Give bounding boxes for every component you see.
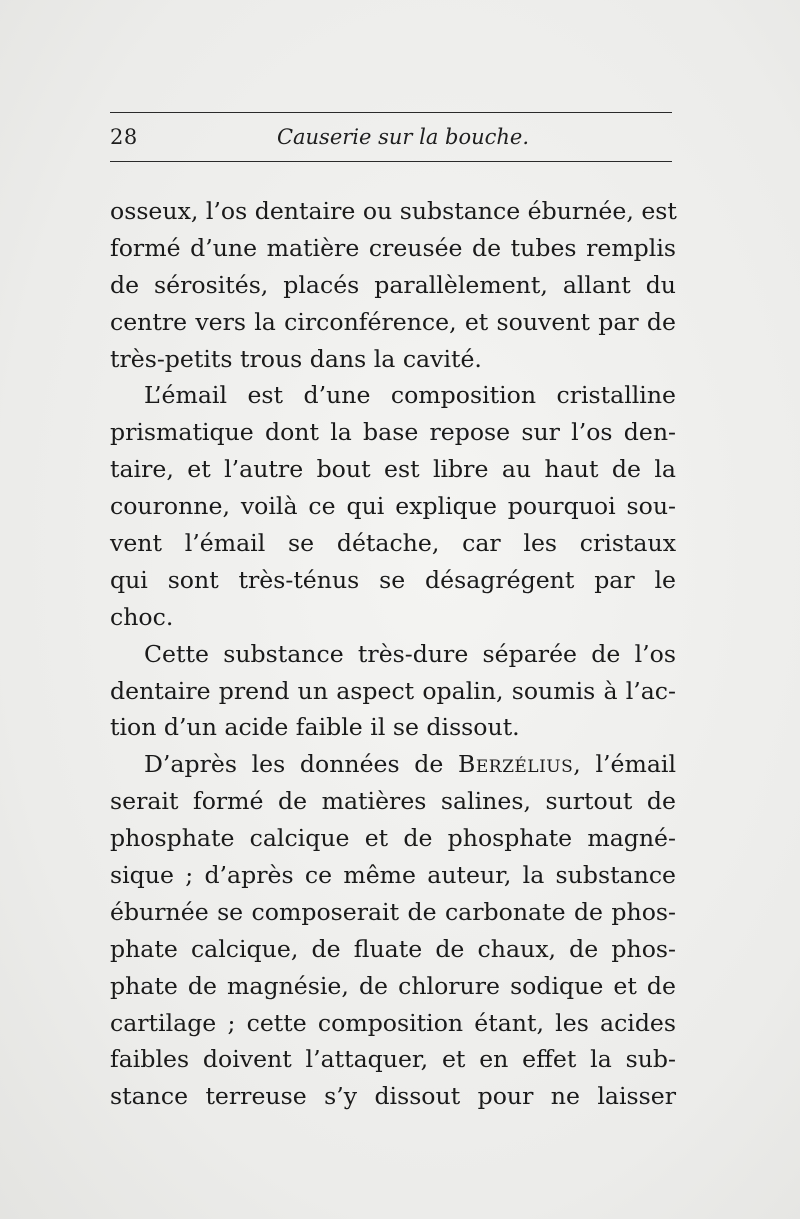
paragraph (110, 636, 676, 747)
page-header (110, 118, 672, 158)
text-line: D’après les données de Berzélius, l’émail (144, 750, 676, 779)
body-text (110, 193, 676, 1115)
text-line: qui sont très-ténus se désagrégent par le (110, 565, 676, 594)
text-line: centre vers la circonférence, et souvent par de (110, 307, 676, 336)
header-rule-top (110, 112, 672, 113)
text-line: choc. (110, 602, 174, 631)
paragraph (110, 746, 676, 1115)
text-line: de sérosités, placés parallèlement, allant du (110, 270, 676, 299)
text-line: très-petits trous dans la cavité. (110, 344, 482, 373)
text-line: osseux, l’os dentaire ou substance éburnée, est (110, 197, 677, 225)
text-line: sique ; d’après ce même auteur, la substance (110, 861, 676, 890)
text-line: phate calcique, de fluate de chaux, de phos- (110, 934, 676, 963)
text-line: éburnée se composerait de carbonate de phos- (110, 897, 676, 926)
text-line: serait formé de matières salines, surtout de (110, 787, 676, 816)
text-line: cartilage ; cette composition étant, les acides (110, 1008, 676, 1037)
text-line: faibles doivent l’attaquer, et en effet la sub- (110, 1045, 676, 1074)
page-number: 28 (110, 125, 138, 149)
text-line: phate de magnésie, de chlorure sodique et de (110, 971, 676, 1000)
text-line: vent l’émail se détache, car les cristaux (110, 529, 676, 558)
paragraph (110, 193, 676, 377)
text-line: couronne, voilà ce qui explique pourquoi sou- (110, 492, 676, 521)
text-line: prismatique dont la base repose sur l’os den- (110, 418, 676, 447)
header-rule-bottom (110, 161, 672, 162)
text-line: taire, et l’autre bout est libre au haut de la (110, 455, 676, 484)
running-title: Causerie sur la bouche. (276, 125, 530, 149)
text-line: dentaire prend un aspect opalin, soumis à l’ac- (110, 676, 676, 705)
author-name: Berzélius (458, 750, 574, 779)
text-line: tion d’un acide faible il se dissout. (110, 713, 520, 742)
paragraph (110, 377, 676, 635)
text-line: L’émail est d’une composition cristalline (144, 381, 676, 410)
text-line: stance terreuse s’y dissout pour ne laisser (110, 1082, 676, 1111)
text-line: Cette substance très-dure séparée de l’os (144, 639, 676, 668)
text-line: phosphate calcique et de phosphate magné- (110, 824, 676, 853)
text-line: formé d’une matière creusée de tubes remplis (110, 233, 676, 262)
